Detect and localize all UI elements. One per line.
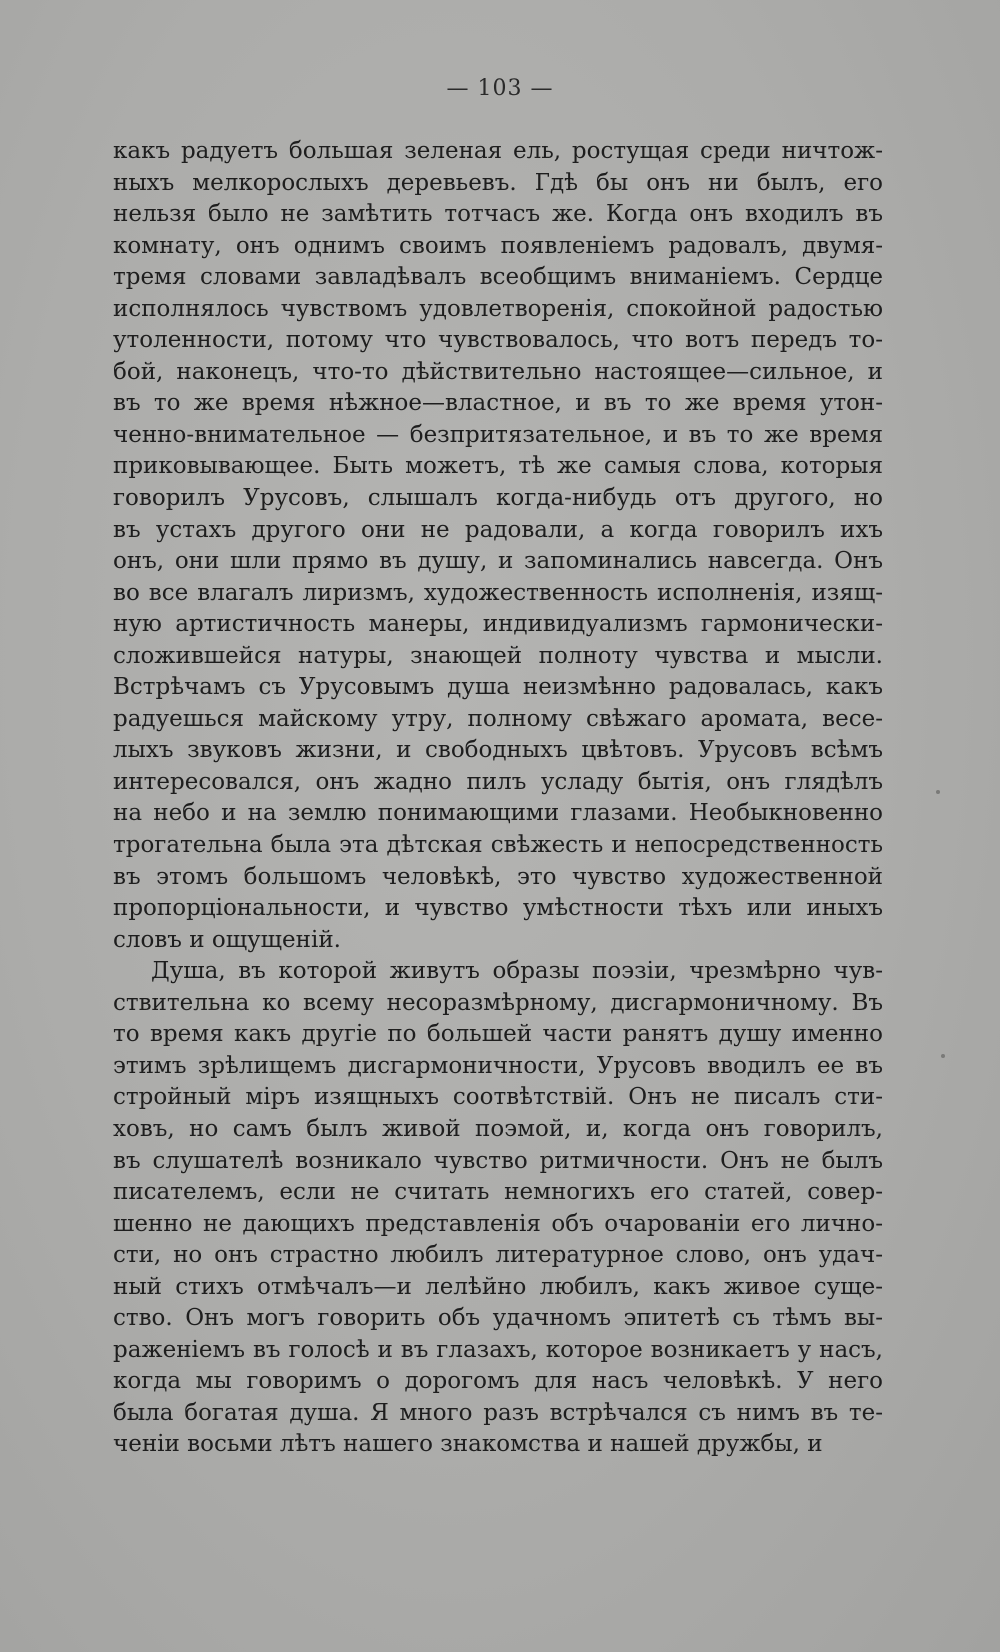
text-line: на небо и на землю понимающими глазами. Необыкновенно <box>113 800 883 827</box>
text-line: ную артистичность манеры, индивидуализмъ гармонически- <box>113 611 883 638</box>
text-line: ховъ, но самъ былъ живой поэмой, и, когда онъ говорилъ, <box>113 1115 883 1142</box>
text-line: ныхъ мелкорослыхъ деревьевъ. Гдѣ бы онъ ни былъ, его <box>113 169 883 196</box>
text-line: была богатая душа. Я много разъ встрѣчался съ нимъ въ те- <box>113 1399 883 1426</box>
text-line: словъ и ощущеній. <box>113 926 341 953</box>
text-line: стройный міръ изящныхъ соотвѣтствій. Онъ не писалъ сти- <box>113 1084 883 1111</box>
page-number: — 103 — <box>446 76 554 101</box>
text-line: нельзя было не замѣтить тотчасъ же. Когда онъ входилъ въ <box>113 201 883 228</box>
body-text <box>113 136 883 1461</box>
text-line: приковывающее. Быть можетъ, тѣ же самыя слова, которыя <box>113 453 883 480</box>
text-line: въ устахъ другого они не радовали, а когда говорилъ ихъ <box>113 516 883 543</box>
text-line: во все влагалъ лиризмъ, художественность исполненія, изящ- <box>113 579 883 606</box>
text-line: ство. Онъ могъ говорить объ удачномъ эпитетѣ съ тѣмъ вы- <box>113 1305 883 1332</box>
text-line: трогательна была эта дѣтская свѣжесть и непосредственность <box>113 832 883 859</box>
text-line: интересовался, онъ жадно пилъ усладу бытія, онъ глядѣлъ <box>113 768 883 795</box>
text-line: онъ, они шли прямо въ душу, и запоминались навсегда. Онъ <box>113 548 883 575</box>
text-line: комнату, онъ однимъ своимъ появленіемъ радовалъ, двумя- <box>113 232 883 259</box>
text-line: писателемъ, если не считать немногихъ его статей, совер- <box>113 1179 883 1206</box>
text-line: радуешься майскому утру, полному свѣжаго аромата, весе- <box>113 705 883 732</box>
text-line: этимъ зрѣлищемъ дисгармоничности, Урусовъ вводилъ ее въ <box>113 1052 883 1079</box>
text-line: тремя словами завладѣвалъ всеобщимъ вниманіемъ. Сердце <box>113 264 883 291</box>
text-line: пропорціональности, и чувство умѣстности тѣхъ или иныхъ <box>113 895 883 922</box>
text-line: говорилъ Урусовъ, слышалъ когда-нибудь отъ другого, но <box>113 485 883 512</box>
text-line: ченіи восьми лѣтъ нашего знакомства и нашей дружбы, и <box>113 1431 823 1458</box>
text-line: Душа, въ которой живутъ образы поэзіи, чрезмѣрно чув- <box>151 958 883 985</box>
text-line: бой, наконецъ, что-то дѣйствительно настоящее—сильное, и <box>113 358 883 385</box>
text-line: сти, но онъ страстно любилъ литературное слово, онъ удач- <box>113 1242 883 1269</box>
text-line: сложившейся натуры, знающей полноту чувства и мысли. <box>113 642 883 669</box>
text-line: ствительна ко всему несоразмѣрному, дисгармоничному. Въ <box>113 989 883 1016</box>
paper-speck <box>936 790 940 794</box>
text-line: шенно не дающихъ представленія объ очарованіи его лично- <box>113 1210 883 1237</box>
text-line: въ то же время нѣжное—властное, и въ то же время утон- <box>113 390 883 417</box>
text-line: когда мы говоримъ о дорогомъ для насъ человѣкѣ. У него <box>113 1368 883 1395</box>
paper-speck <box>941 1054 945 1058</box>
text-line: исполнялось чувствомъ удовлетворенія, спокойной радостью <box>113 295 883 322</box>
text-line: какъ радуетъ большая зеленая ель, ростущая среди ничтож- <box>113 138 883 164</box>
text-line: раженіемъ въ голосѣ и въ глазахъ, которое возникаетъ у насъ, <box>113 1336 883 1363</box>
text-line: то время какъ другіе по большей части ранятъ душу именно <box>113 1021 883 1048</box>
text-line: Встрѣчамъ съ Урусовымъ душа неизмѣнно радовалась, какъ <box>113 674 883 701</box>
text-line: ный стихъ отмѣчалъ—и лелѣйно любилъ, какъ живое суще- <box>113 1273 883 1300</box>
text-line: ченно-внимательное — безпритязательное, и въ то же время <box>113 421 883 448</box>
text-line: въ этомъ большомъ человѣкѣ, это чувство художественной <box>113 863 883 890</box>
text-line: въ слушателѣ возникало чувство ритмичности. Онъ не былъ <box>113 1147 883 1174</box>
text-line: утоленности, потому что чувствовалось, что вотъ передъ то- <box>113 327 883 354</box>
text-line: лыхъ звуковъ жизни, и свободныхъ цвѣтовъ. Урусовъ всѣмъ <box>113 737 883 764</box>
